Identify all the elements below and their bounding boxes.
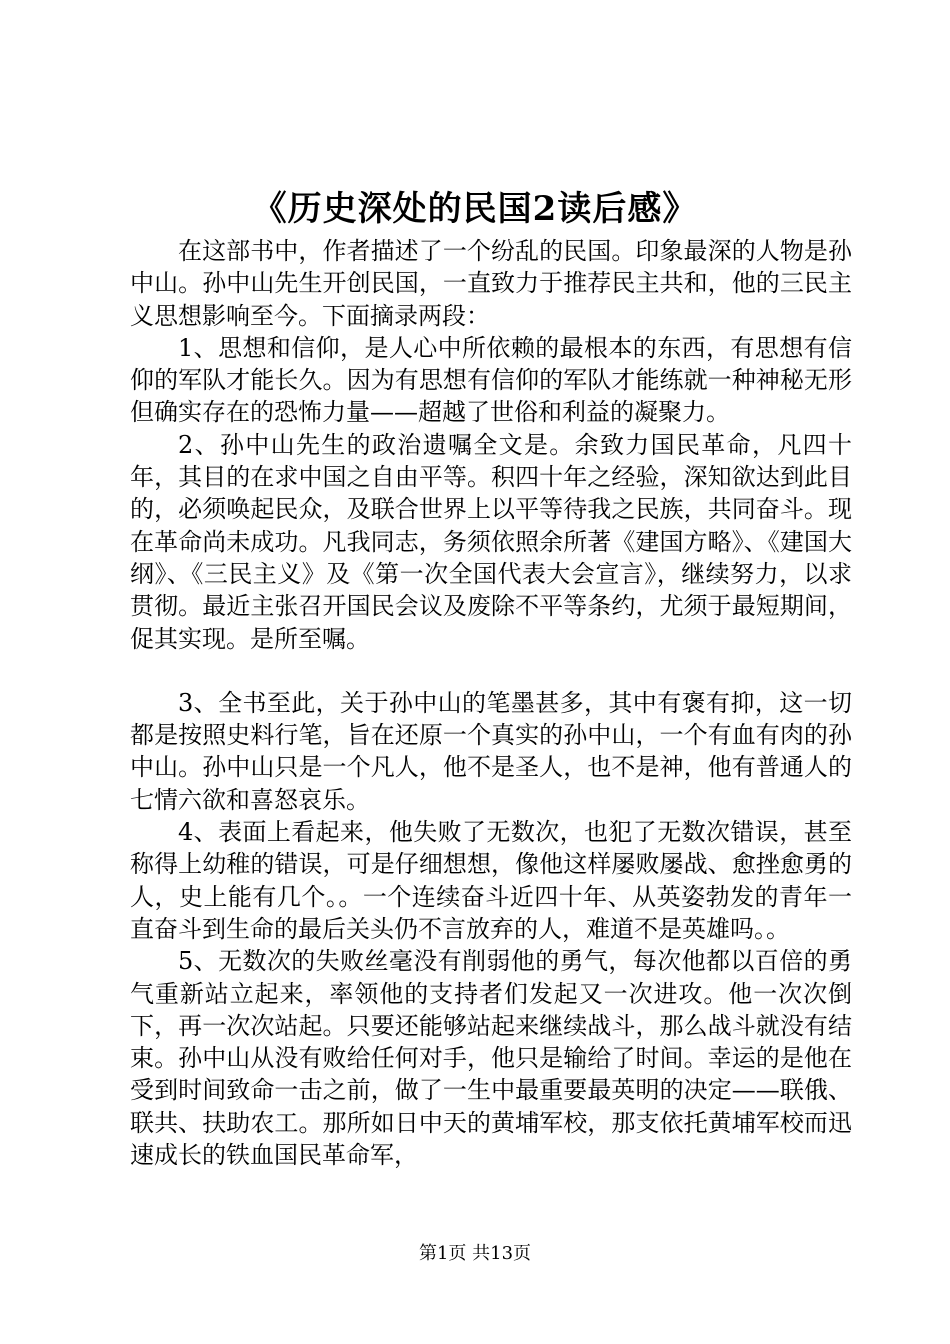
paragraph-3: 3、全书至此，关于孙中山的笔墨甚多，其中有褒有抑，这一切都是按照史料行笔，旨在还原一个真实的孙中山，一个有血有肉的孙中山。孙中山只是一个凡人，他不是圣人，也不是神，他有普通人的七情六欲和喜怒哀乐。 bbox=[130, 688, 852, 814]
paragraph-1: 1、思想和信仰，是人心中所依赖的最根本的东西，有思想有信仰的军队才能长久。因为有思想有信仰的军队才能练就一种神秘无形但确实存在的恐怖力量——超越了世俗和利益的凝聚力。 bbox=[130, 333, 852, 427]
paragraph-2: 2、孙中山先生的政治遗嘱全文是。余致力国民革命，凡四十年，其目的在求中国之自由平等。积四十年之经验，深知欲达到此目的，必须唤起民众，及联合世界上以平等待我之民族，共同奋斗。现在革命尚未成功。凡我同志，务须依照余所著《建国方略》、《建国大纲》、《三民主义》及《第一次全国代表大会宣言》，继续努力，以求贯彻。最近主张召开国民会议及废除不平等条约，尤须于最短期间，促其实现。是所至嘱。 bbox=[130, 430, 852, 653]
paragraph-5: 5、无数次的失败丝毫没有削弱他的勇气，每次他都以百倍的勇气重新站立起来，率领他的支持者们发起又一次进攻。他一次次倒下，再一次次站起。只要还能够站起来继续战斗，那么战斗就没有结束。孙中山从没有败给任何对手，他只是输给了时间。幸运的是他在受到时间致命一击之前，做了一生中最重要最英明的决定——联俄、联共、扶助农工。那所如日中天的黄埔军校，那支依托黄埔军校而迅速成长的铁血国民革命军， bbox=[130, 947, 852, 1170]
paragraph-intro: 在这部书中，作者描述了一个纷乱的民国。印象最深的人物是孙中山。孙中山先生开创民国，一直致力于推荐民主共和，他的三民主义思想影响至今。下面摘录两段： bbox=[130, 237, 852, 330]
paragraph-4: 4、表面上看起来，他失败了无数次，也犯了无数次错误，甚至称得上幼稚的错误，可是仔细想想，像他这样屡败屡战、愈挫愈勇的人，史上能有几个。。一个连续奋斗近四十年、从英姿勃发的青年一直奋斗到生命的最后关头仍不言放弃的人，难道不是英雄吗。。 bbox=[130, 818, 852, 943]
document-title: 《历史深处的民国2读后感》 bbox=[252, 189, 698, 229]
document-body bbox=[130, 235, 852, 1171]
page-number-footer: 第1页 共13页 bbox=[418, 1243, 532, 1264]
